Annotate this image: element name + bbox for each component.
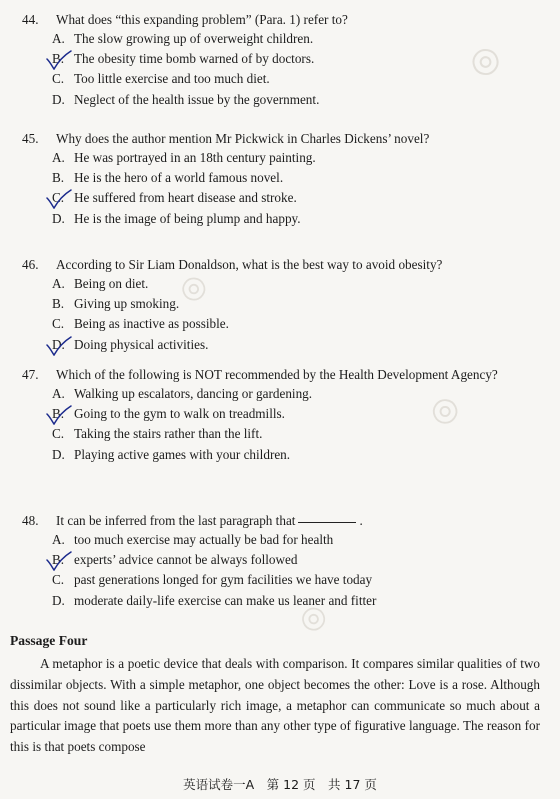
option-letter: B. bbox=[52, 406, 65, 422]
question-stem: It can be inferred from the last paragraph that bbox=[56, 513, 296, 528]
option-text: Taking the stairs rather than the lift. bbox=[74, 426, 263, 442]
option-47-b[interactable] bbox=[22, 404, 537, 424]
option-48-b[interactable] bbox=[22, 550, 537, 570]
question-stem: Which of the following is NOT recommended by the Health Development Agency? bbox=[56, 367, 498, 382]
option-text: experts’ advice cannot be always followed bbox=[74, 552, 298, 568]
option-text: too much exercise may actually be bad for health bbox=[74, 532, 334, 547]
option-letter: C. bbox=[52, 426, 65, 442]
answer-blank bbox=[298, 522, 356, 523]
option-46-b[interactable] bbox=[22, 294, 537, 314]
question-number: 46. bbox=[22, 257, 39, 272]
option-text: moderate daily-life exercise can make us leaner and fitter bbox=[74, 592, 377, 608]
option-text: He was portrayed in an 18th century painting. bbox=[74, 150, 316, 165]
option-text: Playing active games with your children. bbox=[74, 446, 291, 462]
question-stem: What does “this expanding problem” (Para. 1) refer to? bbox=[56, 12, 348, 27]
option-letter: B. bbox=[52, 170, 65, 186]
option-text: Going to the gym to walk on treadmills. bbox=[74, 406, 285, 422]
option-text: Being as inactive as possible. bbox=[74, 316, 229, 332]
option-letter: B. bbox=[52, 552, 65, 568]
watermark-mark: ◎ bbox=[294, 596, 332, 639]
question-45 bbox=[22, 130, 537, 229]
option-text: Being on diet. bbox=[74, 276, 149, 291]
passage-title: Passage Four bbox=[10, 633, 88, 648]
option-letter: C. bbox=[52, 71, 65, 87]
page-footer: 英语试卷一A 第 12 页 共 17 页 bbox=[183, 777, 377, 792]
option-45-c[interactable] bbox=[22, 188, 537, 208]
question-number: 44. bbox=[22, 12, 39, 27]
option-letter: B. bbox=[52, 296, 65, 312]
option-46-c[interactable] bbox=[22, 314, 537, 334]
option-letter: A. bbox=[52, 386, 65, 401]
option-47-c[interactable] bbox=[22, 424, 537, 444]
question-stem: According to Sir Liam Donaldson, what is the best way to avoid obesity? bbox=[56, 257, 443, 272]
option-letter: A. bbox=[52, 532, 65, 547]
watermark-mark: ◎ bbox=[423, 385, 465, 433]
option-44-d[interactable] bbox=[22, 90, 537, 110]
option-47-a[interactable] bbox=[22, 384, 537, 404]
option-text: He is the image of being plump and happy. bbox=[74, 210, 301, 226]
question-stem-end: . bbox=[359, 513, 363, 528]
option-text: He is the hero of a world famous novel. bbox=[74, 170, 284, 186]
question-44 bbox=[22, 11, 537, 110]
option-letter: D. bbox=[52, 210, 65, 226]
pen-check-mark-icon bbox=[46, 551, 72, 571]
option-44-c[interactable] bbox=[22, 69, 537, 89]
option-letter: B. bbox=[52, 51, 65, 67]
option-letter: C. bbox=[52, 190, 65, 206]
question-number: 47. bbox=[22, 367, 39, 382]
option-45-b[interactable] bbox=[22, 168, 537, 188]
option-46-a[interactable] bbox=[22, 274, 537, 294]
option-47-d[interactable] bbox=[22, 445, 537, 465]
question-47 bbox=[22, 366, 537, 465]
option-text: Too little exercise and too much diet. bbox=[74, 71, 270, 87]
question-number: 45. bbox=[22, 131, 39, 146]
option-48-a[interactable] bbox=[22, 530, 537, 550]
option-text: past generations longed for gym facilities we have today bbox=[74, 572, 373, 588]
option-text: Doing physical activities. bbox=[74, 336, 209, 352]
option-text: He suffered from heart disease and stroke. bbox=[74, 190, 297, 206]
option-44-b[interactable] bbox=[22, 49, 537, 69]
option-letter: D. bbox=[52, 592, 65, 608]
option-text: The obesity time bomb warned of by doctors. bbox=[74, 51, 315, 67]
option-text: Walking up escalators, dancing or gardening. bbox=[74, 386, 313, 401]
option-letter: A. bbox=[52, 31, 65, 46]
pen-check-mark-icon bbox=[46, 189, 72, 209]
watermark-mark: ◎ bbox=[173, 266, 213, 309]
option-48-c[interactable] bbox=[22, 570, 537, 590]
pen-check-mark-icon bbox=[46, 405, 72, 425]
passage-text: A metaphor is a poetic device that deals with comparison. It compares similar qualities of two dissimilar objects. With a simple metaphor, one object becomes the other: Love is a rose. Although this does not sound like a particularly rich image, a metaphor can communicate so much about a particular image that poets use them more than any other type of figurative language. The reason for this is that poets compose bbox=[10, 656, 540, 755]
pen-check-mark-icon bbox=[46, 336, 72, 356]
option-letter: A. bbox=[52, 276, 65, 291]
option-letter: A. bbox=[52, 150, 65, 165]
option-letter: C. bbox=[52, 572, 65, 588]
option-text: Giving up smoking. bbox=[74, 296, 180, 312]
option-45-a[interactable] bbox=[22, 148, 537, 168]
option-45-d[interactable] bbox=[22, 209, 537, 229]
question-number: 48. bbox=[22, 513, 39, 528]
option-letter: D. bbox=[52, 336, 65, 352]
option-46-d[interactable] bbox=[22, 335, 537, 355]
question-stem: Why does the author mention Mr Pickwick in Charles Dickens’ novel? bbox=[56, 131, 430, 146]
watermark-mark: ◎ bbox=[464, 36, 506, 84]
option-48-d[interactable] bbox=[22, 591, 537, 611]
option-44-a[interactable] bbox=[22, 29, 537, 49]
option-text: The slow growing up of overweight children. bbox=[74, 31, 314, 46]
option-letter: D. bbox=[52, 91, 65, 107]
pen-check-mark-icon bbox=[46, 50, 72, 70]
question-48 bbox=[22, 512, 537, 611]
option-letter: D. bbox=[52, 446, 65, 462]
question-46 bbox=[22, 256, 537, 355]
option-text: Neglect of the health issue by the government. bbox=[74, 91, 320, 107]
option-letter: C. bbox=[52, 316, 65, 332]
